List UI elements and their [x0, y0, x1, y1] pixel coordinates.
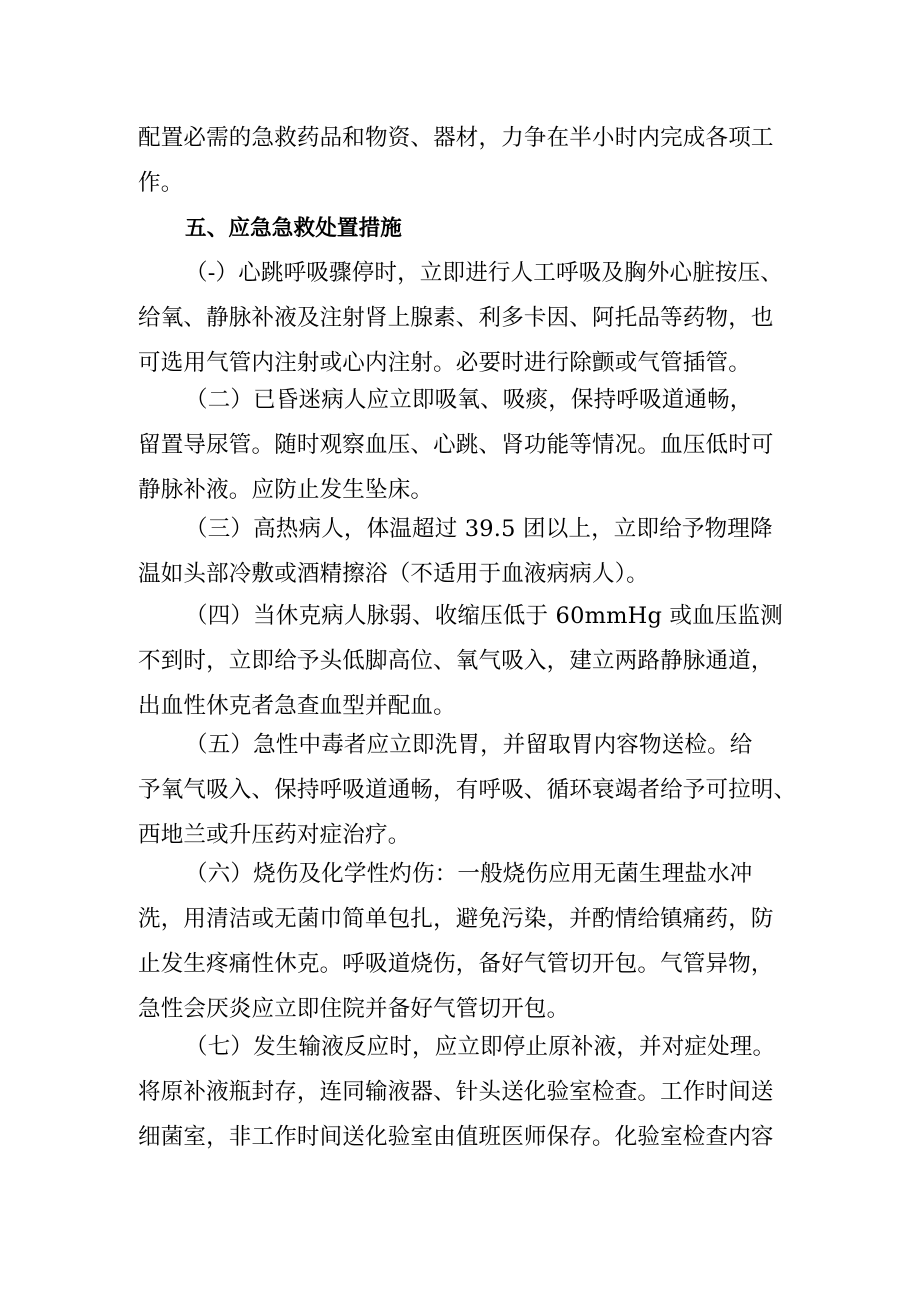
section-heading [138, 206, 800, 251]
text-line: 细菌室，非工作时间送化验室由值班医师保存。化验室检查内容 [138, 1124, 774, 1150]
text-line: 急性会厌炎应立即住院并备好气管切开包。 [138, 996, 570, 1022]
text-line: （四）当休克病人脉弱、收缩压低于 60mmHg 或血压监测 [185, 603, 783, 629]
text-line: （五）急性中毒者应立即洗胃，并留取胃内容物送检。给 [185, 732, 753, 758]
text-line: （二）已昏迷病人应立即吸氧、吸痰，保持呼吸道通畅， [185, 387, 753, 413]
text-line: 留置导尿管。随时观察血压、心跳、肾功能等情况。血压低时可 [138, 432, 774, 458]
text-line: 洗，用清洁或无菌巾简单包扎，避免污染，并酌情给镇痛药，防 [138, 906, 774, 932]
text-line: （七）发生输液反应时，应立即停止原补液，并对症处理。 [185, 1034, 776, 1060]
paragraph-4 [138, 594, 800, 729]
text-line: （三）高热病人，体温超过 39.5 团以上，立即给予物理降 [185, 516, 773, 542]
text-line: （六）烧伤及化学性灼伤：一般烧伤应用无菌生理盐水冲 [185, 861, 753, 887]
text-line: 出血性休克者急查血型并配血。 [138, 693, 456, 719]
paragraph-6 [138, 852, 800, 1032]
text-line: 将原补液瓶封存，连同输液器、针头送化验室检查。工作时间送 [138, 1079, 774, 1105]
intro-paragraph [138, 116, 800, 206]
text-line: 可选用气管内注射或心内注射。必要时进行除颤或气管插管。 [138, 350, 751, 376]
text-line: 给氧、静脉补液及注射肾上腺素、利多卡因、阿托品等药物，也 [138, 305, 774, 331]
paragraph-7 [138, 1025, 800, 1160]
paragraph-5 [138, 723, 800, 858]
text-line: 予氧气吸入、保持呼吸道通畅，有呼吸、循环衰竭者给予可拉明、 [138, 777, 797, 803]
text-line: 西地兰或升压药对症治疗。 [138, 822, 411, 848]
text-line: 温如头部冷敷或酒精擦浴（不适用于血液病病人）。 [138, 561, 649, 587]
text-line: 作。 [138, 170, 184, 196]
text-line: 静脉补液。应防止发生坠床。 [138, 477, 434, 503]
section-heading-text: 五、应急急救处置措施 [185, 216, 403, 241]
text-line: 配置必需的急救药品和物资、器材，力争在半小时内完成各项工 [138, 125, 774, 151]
text-line: 不到时，立即给予头低脚高位、氧气吸入，建立两路静脉通道， [138, 648, 774, 674]
paragraph-2 [138, 378, 800, 513]
paragraph-3 [138, 507, 800, 597]
paragraph-1 [138, 251, 800, 386]
text-line: （-）心跳呼吸骤停时，立即进行人工呼吸及胸外心脏按压、 [185, 260, 784, 286]
text-line: 止发生疼痛性休克。呼吸道烧伤，备好气管切开包。气管异物， [138, 951, 774, 977]
